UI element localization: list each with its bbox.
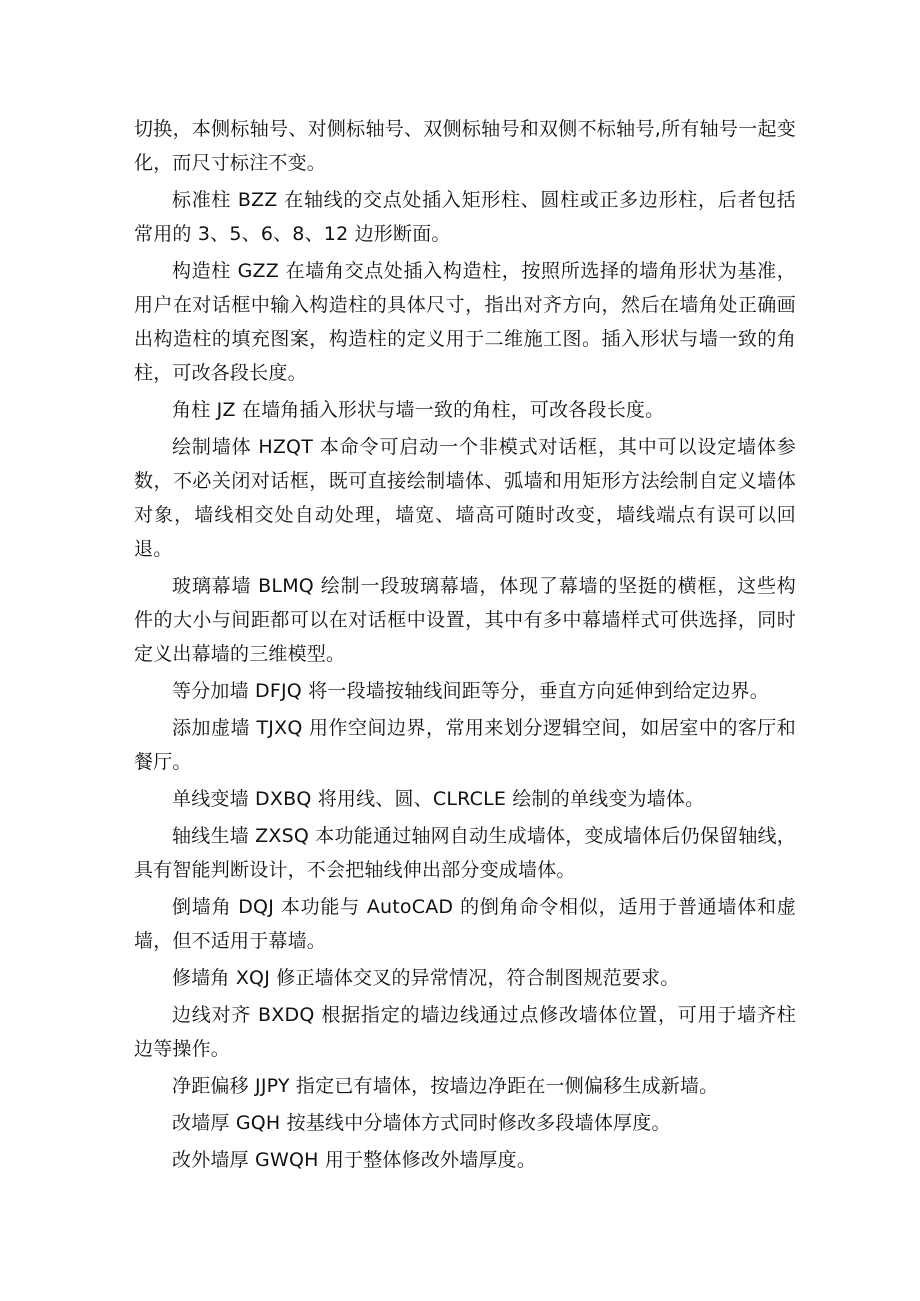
paragraph-structural-column: 构造柱 GZZ 在墙角交点处插入构造柱，按照所选择的墙角形状为基准，用户在对话框中输入构造柱的具体尺寸，指出对齐方向，然后在墙角处正确画出构造柱的填充图案，构造柱的定义用于二维施工图。插入形状与墙一致的角柱，可改各段长度。 xyxy=(134,260,796,384)
paragraph-axis-generate-wall: 轴线生墙 ZXSQ 本功能通过轴网自动生成墙体，变成墙体后仍保留轴线，具有智能判断设计，不会把轴线伸出部分变成墙体。 xyxy=(134,825,796,881)
paragraph-corner-column: 角柱 JZ 在墙角插入形状与墙一致的角柱，可改各段长度。 xyxy=(172,399,665,421)
paragraph-add-virtual-wall: 添加虚墙 TJXQ 用作空间边界，常用来划分逻辑空间，如居室中的客厅和餐厅。 xyxy=(134,717,796,773)
paragraph-change-exterior-wall-thickness: 改外墙厚 GWQH 用于整体修改外墙厚度。 xyxy=(172,1149,537,1171)
paragraph-chamfer-wall-corner: 倒墙角 DQJ 本功能与 AutoCAD 的倒角命令相似，适用于普通墙体和虚墙，但不适用于幕墙。 xyxy=(134,896,796,952)
paragraph-single-line-to-wall: 单线变墙 DXBQ 将用线、圆、CLRCLE 绘制的单线变为墙体。 xyxy=(172,788,705,810)
paragraph-change-wall-thickness: 改墙厚 GQH 按基线中分墙体方式同时修改多段墙体厚度。 xyxy=(172,1112,671,1134)
paragraph-edge-align: 边线对齐 BXDQ 根据指定的墙边线通过点修改墙体位置，可用于墙齐柱边等操作。 xyxy=(134,1004,796,1060)
paragraph-draw-wall: 绘制墙体 HZQT 本命令可启动一个非模式对话框，其中可以设定墙体参数，不必关闭对话框，既可直接绘制墙体、弧墙和用矩形方法绘制自定义墙体对象，墙线相交处自动处理，墙宽、墙高可随时改变，墙线端点有误可以回退。 xyxy=(134,436,796,560)
paragraph-divide-add-wall: 等分加墙 DFJQ 将一段墙按轴线间距等分，垂直方向延伸到给定边界。 xyxy=(172,680,769,702)
document-body xyxy=(134,112,796,1180)
paragraph-clear-distance-offset: 净距偏移 JJPY 指定已有墙体，按墙边净距在一侧偏移生成新墙。 xyxy=(172,1075,719,1097)
paragraph-axis-label-toggle: 切换，本侧标轴号、对侧标轴号、双侧标轴号和双侧不标轴号,所有轴号一起变化，而尺寸标注不变。 xyxy=(134,118,796,174)
paragraph-standard-column: 标准柱 BZZ 在轴线的交点处插入矩形柱、圆柱或正多边形柱，后者包括常用的 3、5、6、8、12 边形断面。 xyxy=(134,189,796,245)
paragraph-glass-curtain-wall: 玻璃幕墙 BLMQ 绘制一段玻璃幕墙，体现了幕墙的坚挺的横框，这些构件的大小与间距都可以在对话框中设置，其中有多中幕墙样式可供选择，同时定义出幕墙的三维模型。 xyxy=(134,575,796,665)
paragraph-repair-wall-corner: 修墙角 XQJ 修正墙体交叉的异常情况，符合制图规范要求。 xyxy=(172,967,680,989)
